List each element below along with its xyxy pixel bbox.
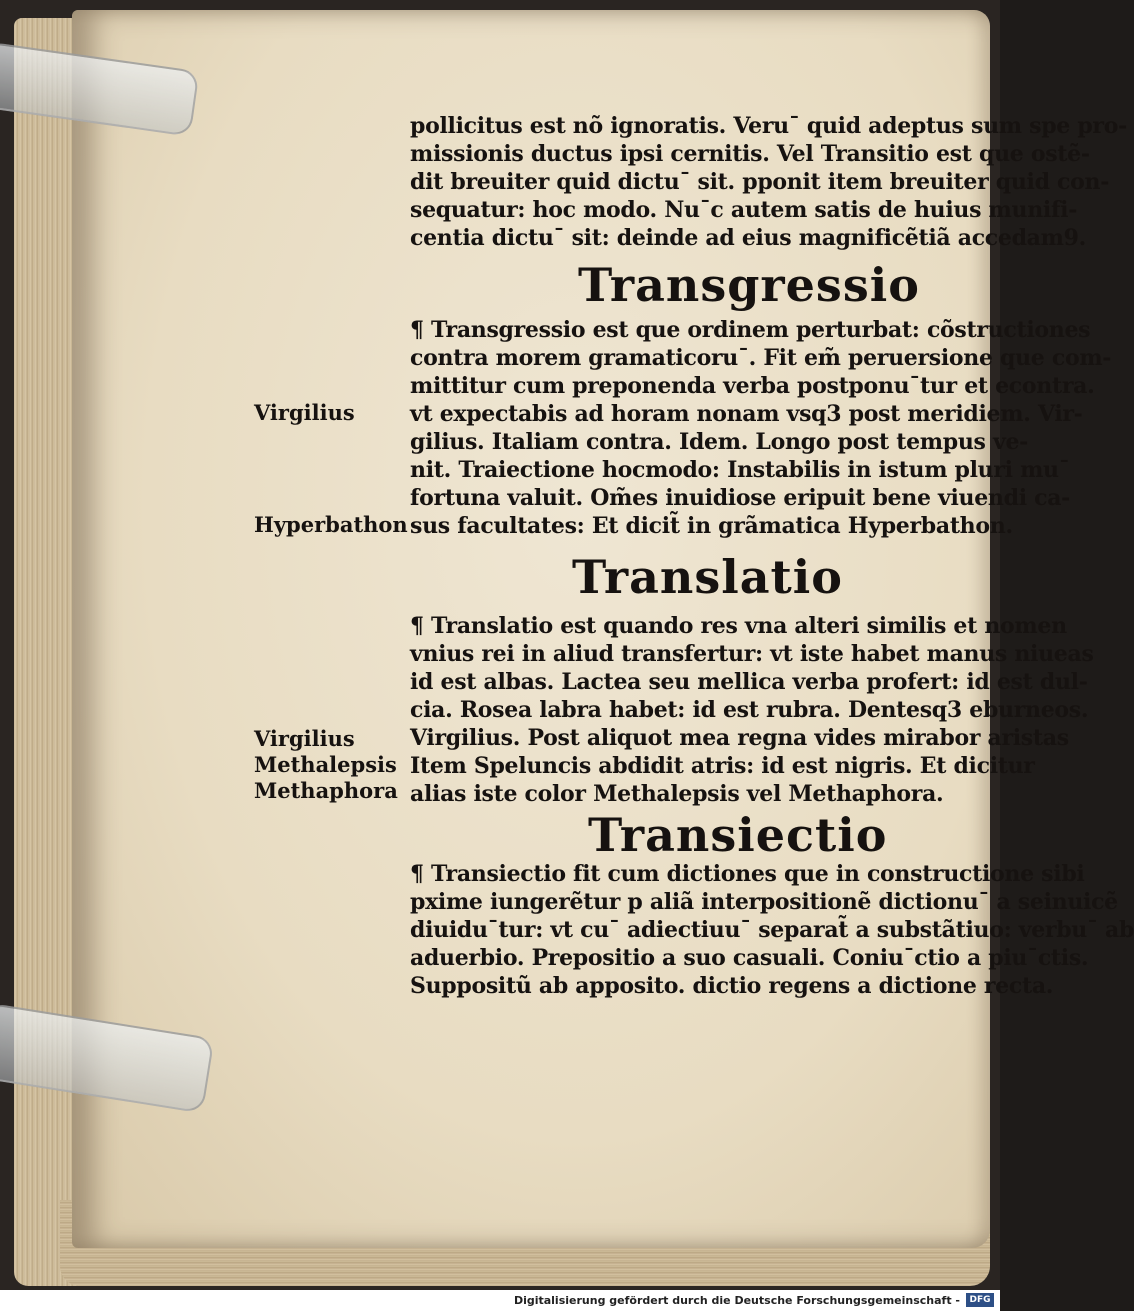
text-line: fortuna valuit. Om̃es inuidiose eripuit bene viuendi ca-	[410, 485, 1071, 511]
text-line: dit breuiter quid dictuˉ sit. pponit item breuiter quid con-	[410, 169, 1110, 195]
footer-bar	[0, 1290, 1000, 1311]
footer-credit: Digitalisierung gefördert durch die Deutsche Forschungsgemeinschaft -	[513, 1294, 960, 1307]
text-line: mittitur cum preponenda verba postponuˉtur et econtra.	[410, 373, 1095, 399]
section-heading: Translatio	[572, 550, 843, 604]
margin-note: Hyperbathon	[254, 512, 408, 537]
margin-note: Virgilius	[254, 400, 355, 425]
text-line: diuiduˉtur: vt cuˉ adiectiuuˉ separat̃ a substãtiuo: verbuˉ ab	[410, 917, 1134, 943]
dfg-logo: DFG	[966, 1293, 994, 1307]
text-line: vnius rei in aliud transfertur: vt iste habet manus niueas	[410, 641, 1094, 667]
text-line: alias iste color Methalepsis vel Methaphora.	[410, 781, 944, 807]
section-heading: Transiectio	[588, 808, 888, 862]
text-line: pxime iungerẽtur p aliã interpositionẽ dictionuˉ a seinuicẽ	[410, 889, 1118, 915]
text-line: ¶ Transgressio est que ordinem perturbat: cõstructiones	[410, 317, 1091, 343]
text-line: Virgilius. Post aliquot mea regna vides mirabor aristas	[410, 725, 1069, 751]
text-line: ¶ Transiectio fit cum dictiones que in constructione sibi	[410, 861, 1085, 887]
text-line: cia. Rosea labra habet: id est rubra. Dentesq3 eburneos.	[410, 697, 1089, 723]
text-line: ¶ Translatio est quando res vna alteri similis et nomen	[410, 613, 1067, 639]
section-heading: Transgressio	[578, 258, 920, 312]
text-line: Item Speluncis abdidit atris: id est nigris. Et dicitur	[410, 753, 1035, 779]
text-line: sus facultates: Et dicit̃ in grãmatica Hyperbathon.	[410, 513, 1013, 539]
margin-note: Methaphora	[254, 778, 398, 803]
text-line: gilius. Italiam contra. Idem. Longo post tempus ve-	[410, 429, 1029, 455]
text-line: centia dictuˉ sit: deinde ad eius magnificẽtiã accedam9.	[410, 225, 1086, 251]
text-line: contra morem gramaticoruˉ. Fit em̃ peruersione que com-	[410, 345, 1112, 371]
text-line: pollicitus est nõ ignoratis. Veruˉ quid adeptus sum spe pro-	[410, 113, 1127, 139]
text-line: missionis ductus ipsi cernitis. Vel Transitio est que ostẽ-	[410, 141, 1090, 167]
text-line: vt expectabis ad horam nonam vsq3 post meridiem. Vir-	[410, 401, 1083, 427]
text-line: id est albas. Lactea seu mellica verba profert: id est dul-	[410, 669, 1088, 695]
text-line: sequatur: hoc modo. Nuˉc autem satis de huius munifi-	[410, 197, 1078, 223]
text-line: Suppositũ ab apposito. dictio regens a dictione recta.	[410, 973, 1054, 999]
text-line: aduerbio. Prepositio a suo casuali. Coniuˉctio a piuˉctis.	[410, 945, 1089, 971]
margin-note: Virgilius	[254, 726, 355, 751]
text-line: nit. Traiectione hocmodo: Instabilis in istum pluri muˉ	[410, 457, 1070, 483]
margin-note: Methalepsis	[254, 752, 397, 777]
